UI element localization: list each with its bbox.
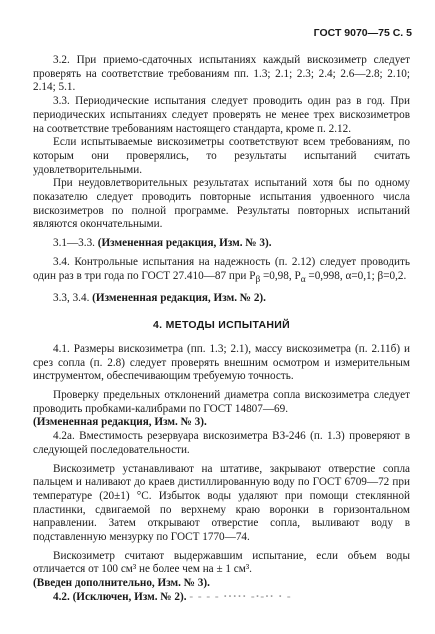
- amendment-text: (Измененная редакция, Изм. № 3).: [97, 237, 272, 250]
- paragraph-criterion: Вискозиметр считают выдержавшим испытание, если объем воды отличается от 100 см³ не более чем на ± 1 см³.: [33, 549, 410, 576]
- p34-part-a: 3.4. Контрольные испытания на надежность (п. 2.12) следует проводить один раз в три года по ГОСТ 27.410—87 при P: [33, 255, 410, 282]
- paragraph-3-2: 3.2. При приемо-сдаточных испытаниях каждый вискозиметр следует проверять на соответствие требованиям пп. 1.3; 2.1; 2.3; 2.4; 2.6—2.8; 2.10; 2.14; 5.1.: [33, 54, 410, 94]
- paragraph-4-1: 4.1. Размеры вискозиметра (пп. 1.3; 2.1), массу вискозиметра (п. 2.11б) и срез сопла (п. 2.8) следует проверять внешним осмотром и измерительным инструментом, обеспечивающим требуемую точность.: [33, 342, 410, 383]
- p34-sub-beta: β: [255, 274, 261, 285]
- paragraph-all-requirements: Если испытываемые вискозиметры соответствуют всем требованиям, по которым они проверялись, то результаты испытаний считать удовлетворительными.: [33, 136, 410, 176]
- amendment-note-4-1: (Измененная редакция, Изм. № 3).: [33, 416, 207, 429]
- paragraph-unsatisfactory: При неудовлетворительных результатах испытаний хотя бы по одному показателю следует проводить повторные испытания удвоенного числа вискозиметров по полной программе. Результаты повторных испытаний являются окончательными.: [33, 177, 410, 231]
- amendment-note-3-3-3-4: [33, 292, 410, 306]
- paragraph-4-2a: 4.2а. Вместимость резервуара вискозиметра ВЗ-246 (п. 1.3) проверяют в следующей последовательности.: [33, 430, 410, 456]
- amendment-text: (Измененная редакция, Изм. № 2).: [92, 292, 266, 305]
- document-body: [33, 54, 410, 605]
- paragraph-nozzle-check: Проверку предельных отклонений диаметра сопла вискозиметра следует проводить пробками-калибрами по ГОСТ 14807—69.: [33, 389, 410, 415]
- p34-sub-alpha: α: [300, 274, 306, 285]
- p34-part-b: =0,98, P: [260, 269, 301, 282]
- faint-marks: - - - - ····· -·-·· · -: [189, 590, 292, 603]
- paragraph-4-2: [33, 591, 410, 605]
- amendment-note-3-1-3-3: [33, 237, 410, 251]
- amendment-note-4-2a: (Введен дополнительно, Изм. № 3).: [33, 577, 210, 590]
- paragraph-3-3: 3.3. Периодические испытания следует проводить один раз в год. При периодических испытаниях следует проверять не менее трех вискозиметров на соответствие требованиям настоящего стандарта, кроме п. 2.12.: [33, 95, 410, 135]
- paragraph-3-4: [33, 256, 410, 288]
- p34-part-c: =0,998, α=0,1; β=0,2.: [305, 269, 407, 282]
- amendment-ref: 3.1—3.3.: [53, 237, 95, 250]
- section-title: 4. МЕТОДЫ ИСПЫТАНИЙ: [153, 319, 290, 332]
- paragraph-procedure: Вискозиметр устанавливают на штативе, закрывают отверстие сопла пальцем и наливают до краев дистиллированную воду по ГОСТ 6709—72 при температуре (20±1) °С. Избыток воды удаляют при помощи стеклянной пластинки, сдвигаемой по верхнему краю воронки в горизонтальном направлении. Затем открывают отверстие сопла, выливают воду в подставленную мензурку по ГОСТ 1770—74.: [33, 462, 410, 544]
- excluded-note: 4.2. (Исключен, Изм. № 2).: [53, 590, 187, 603]
- page-header: ГОСТ 9070—75 С. 5: [313, 27, 412, 39]
- amendment-ref: 3.3, 3.4.: [53, 292, 90, 305]
